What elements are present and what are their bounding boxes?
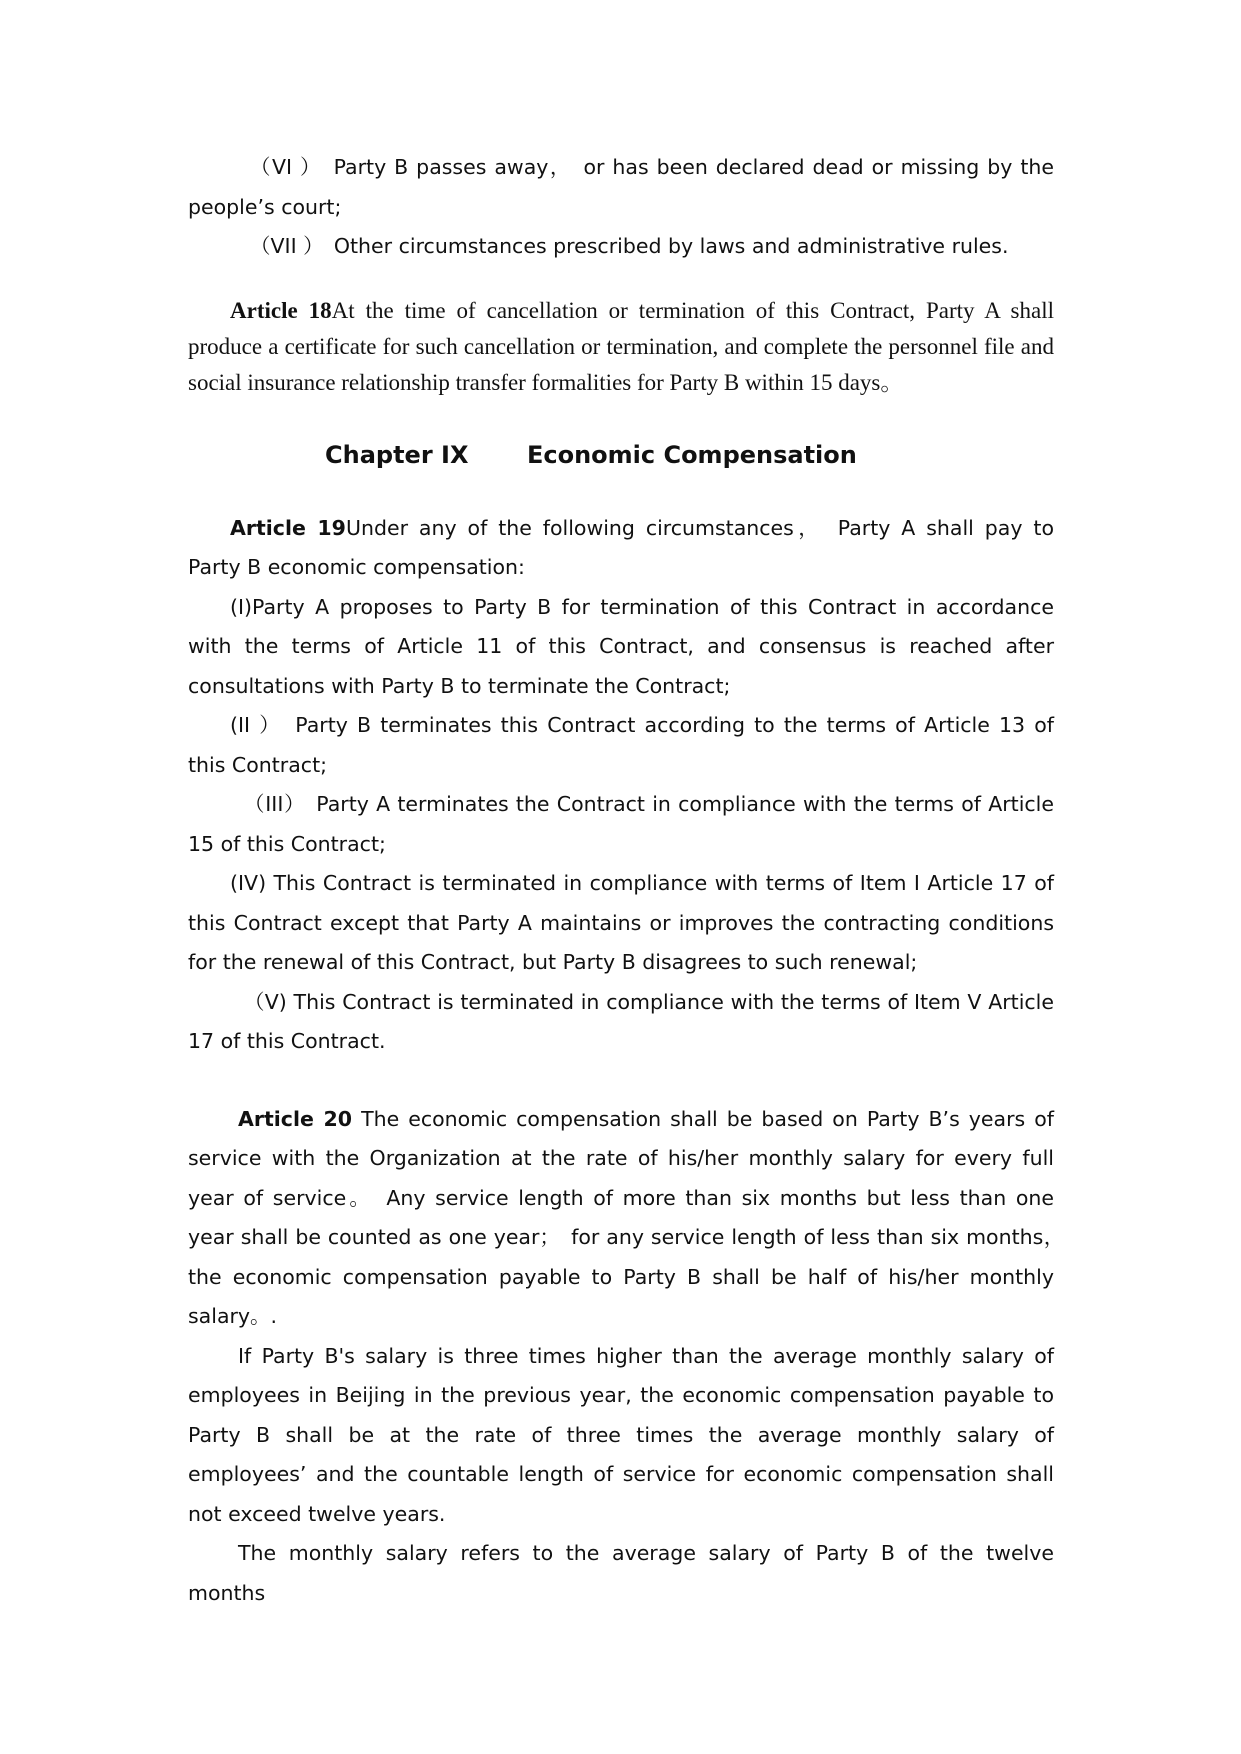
article-19-item-iv: (IV) This Contract is terminated in compliance with terms of Item I Article 17 of this Contract except that Party A maintains or improves the contracting conditions for the renewal of this Contract, but Party B disagrees to such renewal; — [188, 871, 1054, 974]
article-20-para-2: If Party B's salary is three times higher than the average monthly salary of employees in Beijing in the previous year, the economic compensation payable to Party B shall be at the rate of three times the average monthly salary of employees’ and the countable length of service for economic compensation shall not exceed twelve years. — [188, 1343, 1054, 1526]
article-19-item-ii: (II ） Party B terminates this Contract according to the terms of Article 13 of this Contract; — [188, 713, 1054, 777]
article-19-item-iii: （III） Party A terminates the Contract in compliance with the terms of Article 15 of this Contract; — [188, 792, 1054, 856]
article-18-label: Article 18 — [230, 297, 332, 323]
article-19-intro-text: Under any of the following circumstances， Party A shall pay to Party B economic compensation: — [188, 515, 1054, 579]
article-20-para-3: The monthly salary refers to the average salary of Party B of the twelve months — [188, 1541, 1054, 1605]
spacer — [188, 267, 1054, 293]
article-19-label: Article 19 — [230, 515, 346, 540]
spacer — [188, 401, 1054, 435]
article-18 — [188, 293, 1054, 401]
item-vii: （VII ） Other circumstances prescribed by laws and administrative rules. — [250, 234, 1009, 258]
article-20-label: Article 20 — [238, 1106, 353, 1131]
article-19-item-v: （V) This Contract is terminated in compliance with the terms of Item V Article 17 of this Contract. — [188, 989, 1054, 1053]
chapter-number: Chapter IX — [325, 440, 469, 469]
item-vi: （VI ） Party B passes away， or has been declared dead or missing by the people’s court; — [188, 155, 1054, 219]
article-20-text: The economic compensation shall be based on Party B’s years of service with the Organization at the rate of his/her monthly salary for every full year of service。 Any service length of more than six months but less than one year shall be counted as one year； for any service length of less than six months， the economic compensation payable to Party B shall be half of his/her monthly salary。. — [188, 1106, 1075, 1328]
article-19-item-i: (I)Party A proposes to Party B for termination of this Contract in accordance with the terms of Article 11 of this Contract, and consensus is reached after consultations with Party B to terminate the Contract; — [188, 594, 1054, 698]
chapter-heading — [188, 435, 1054, 475]
spacer — [188, 475, 1054, 509]
article-19-intro — [188, 509, 1054, 588]
article-18-text: At the time of cancellation or termination of this Contract, Party A shall produce a certificate for such cancellation or termination, and complete the personnel file and social insurance relationship transfer formalities for Party B within 15 days。 — [188, 297, 1054, 395]
chapter-title: Economic Compensation — [526, 440, 857, 469]
document-page — [188, 148, 1075, 1613]
spacer — [188, 1062, 1054, 1100]
article-20 — [188, 1100, 1075, 1337]
